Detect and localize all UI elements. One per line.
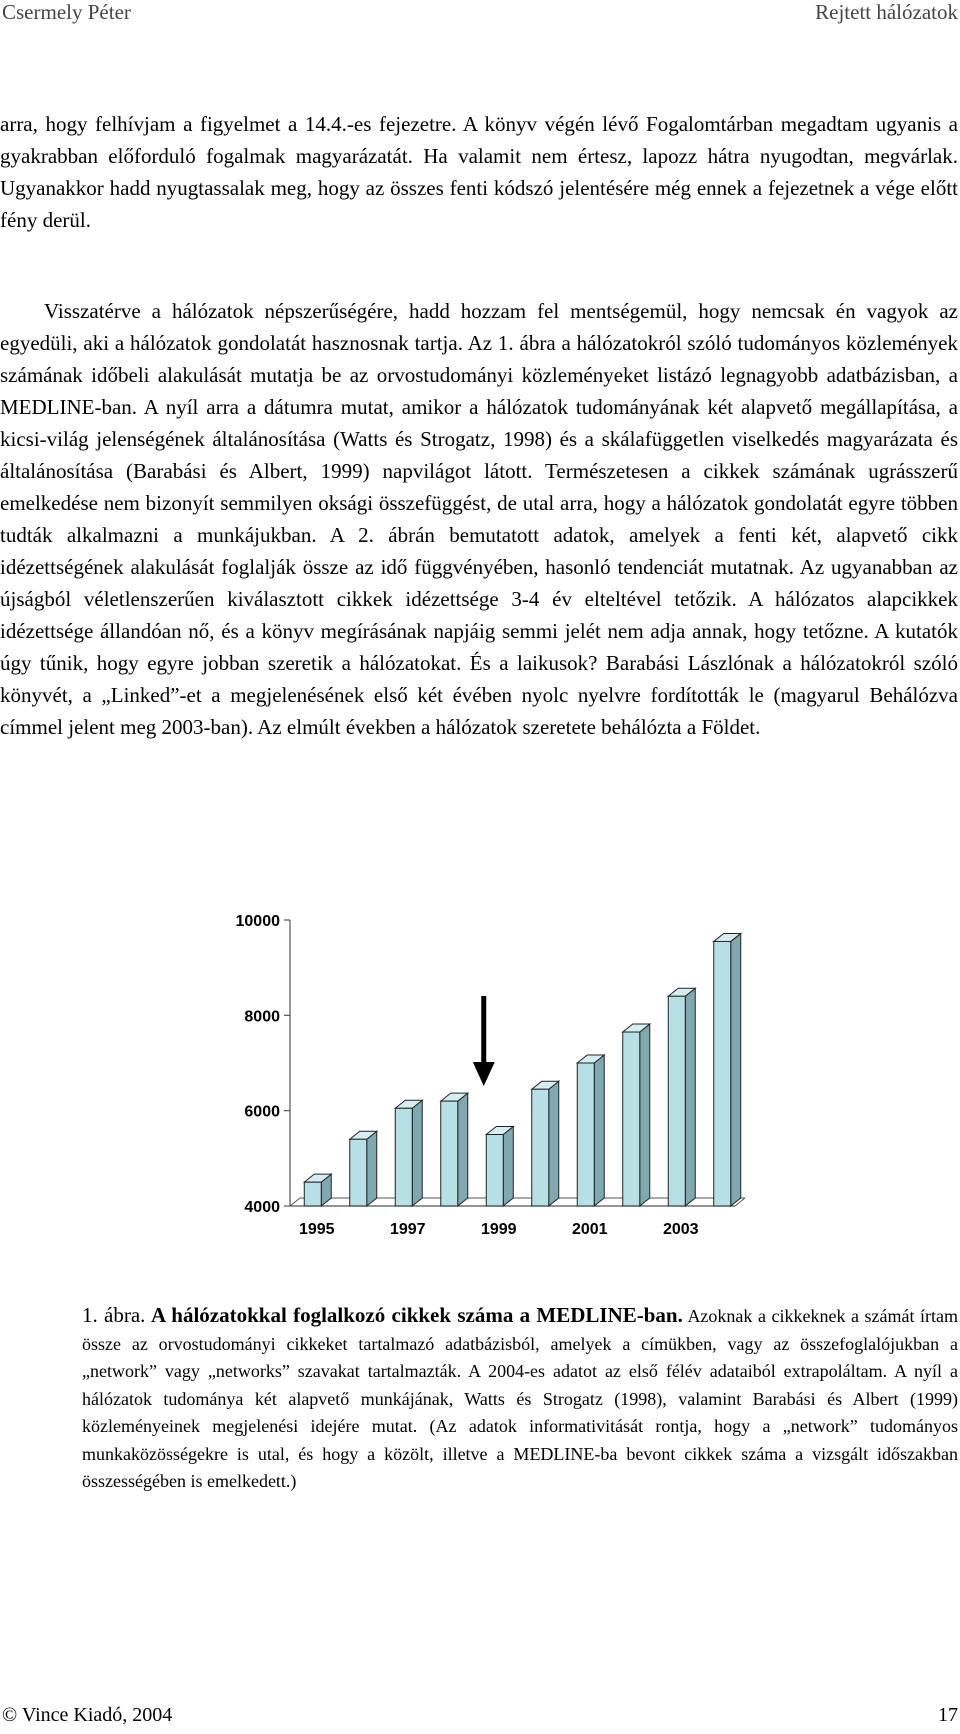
bar-front [395,1108,412,1206]
page-footer [0,1704,960,1734]
bar-front [350,1139,367,1206]
y-tick-label: 10000 [235,913,280,930]
bar [486,1127,513,1207]
x-tick-label: 1999 [480,1221,517,1238]
caption-text: Azoknak a cikkeknek a számát írtam össze az orvostudományi cikkeket tartalmazó adatbázisból, amelyek a címükben, vagy az összefoglalójukban a „network” vagy „networks” szavakat tartalmazták. A 2004-es adatot az első félév adataiból extrapoláltam. A nyíl a hálózatok tudománya két alapvető munkájának, Watts és Strogatz (1998), valamint Barabási és Albert (1999) közleményeinek megjelenési idejére mutat. (Az adatok informativitását rontja, hogy a „network” tudományos munkaközösségekre is utal, és hogy a közölt, illetve a MEDLINE-ba bevont cikkek száma a vizsgált időszakban összességében is emelkedett.) [82,1306,959,1491]
bar [577,1055,604,1206]
caption-title: A hálózatokkal foglalkozó cikkek száma a MEDLINE-ban. [150,1303,683,1327]
bar [668,988,695,1206]
bar-side [503,1127,513,1207]
bar-front [668,996,685,1206]
bar [350,1131,377,1206]
bar-side [594,1055,604,1206]
header-book-title: Rejtett hálózatok [815,0,958,24]
bar-side [367,1131,377,1206]
bar-front [623,1032,640,1206]
page-header [0,0,960,30]
bar-front [486,1135,503,1207]
bar-side [458,1093,468,1206]
floor-edge [290,1198,300,1206]
bar [623,1024,650,1206]
medline-bar-chart [200,906,760,1286]
caption-number: 1. ábra. [82,1303,146,1327]
bar-front [304,1182,321,1206]
figure-caption [82,1302,958,1496]
y-tick-label: 4000 [244,1199,280,1216]
bar [395,1100,422,1206]
arrow-head [473,1062,495,1086]
x-tick-label: 2003 [662,1221,699,1238]
chart-bars [304,933,741,1206]
bar-front [577,1063,594,1206]
bar [532,1081,559,1206]
footer-page-number: 17 [938,1704,958,1726]
body-paragraph-2: Visszatérve a hálózatok népszerűségére, hadd hozzam fel mentségemül, hogy nemcsak én vagyok az egyedüli, aki a hálózatok gondolatát hasznosnak tartja. Az 1. ábra a hálózatokról szóló tudományos közlemények számának időbeli alakulását mutatja be az orvostudományi közleményeket listázó legnagyobb adatbázisban, a MEDLINE-ban. A nyíl arra a dátumra mutat, amikor a hálózatok tudományának két alapvető megállapítása, a kicsi-világ jelenségének általánosítása (Watts és Strogatz, 1998) és a skálafüggetlen viselkedés magyarázata és általánosítása (Barabási és Albert, 1999) napvilágot látott. Természetesen a cikkek számának ugrásszerű emelkedése nem bizonyít semmilyen oksági összefüggést, de utal arra, hogy a hálózatok gondolatát egyre többen tudták alkalmazni a munkájukban. A 2. ábrán bemutatott adatok, amelyek a fenti két, alapvető cikk idézettségének alakulását foglalják össze az idő függvényében, hasonló tendenciát mutatnak. Az ugyanabban az újságból véletlenszerűen kiválasztott cikkek idézettsége 3-4 év elteltével tetőzik. A hálózatos alapcikkek idézettsége állandóan nő, és a könyv megírásának napjáig semmi jelét nem adja annak, hogy tetőzne. A kutatók úgy tűnik, hogy egyre jobban szeretik a hálózatokat. És a laikusok? Barabási Lászlónak a hálózatokról szóló könyvét, a „Linked”-et a megjelenésének első két évében nyolc nyelvre fordították le (magyarul Behálózva címmel jelent meg 2003-ban). Az elmúlt években a hálózatok szeretete behálózta a Földet. [0,299,958,739]
y-tick-label: 6000 [244,1103,280,1121]
bar-front [441,1101,458,1206]
y-tick-label: 8000 [244,1008,280,1026]
bar-side [549,1081,559,1206]
bar-side [412,1100,422,1206]
body-paragraph-1: arra, hogy felhívjam a figyelmet a 14.4.-es fejezetre. A könyv végén lévő Fogalomtárban megadtam ugyanis a gyakrabban előforduló fogalmak magyarázatát. Ha valamit nem értesz, lapozz hátra nyugodtan, megvárlak. Ugyanakkor hadd nyugtassalak meg, hogy az összes fenti kódszó jelentésére még ennek a fejezetnek a vége előtt fény derül. [0,112,958,232]
x-tick-label: 1997 [389,1221,426,1238]
bar-side [640,1024,650,1206]
bar [304,1174,331,1206]
bar-side [685,988,695,1206]
bar-front [714,941,731,1206]
footer-publisher: © Vince Kiadó, 2004 [2,1704,173,1726]
bar-side [731,933,741,1206]
bar-front [532,1089,549,1206]
down-arrow-icon [473,996,495,1086]
x-tick-label: 1995 [298,1221,335,1238]
bar [441,1093,468,1206]
x-tick-label: 2001 [571,1221,608,1238]
bar [714,933,741,1206]
header-author: Csermely Péter [2,0,131,24]
